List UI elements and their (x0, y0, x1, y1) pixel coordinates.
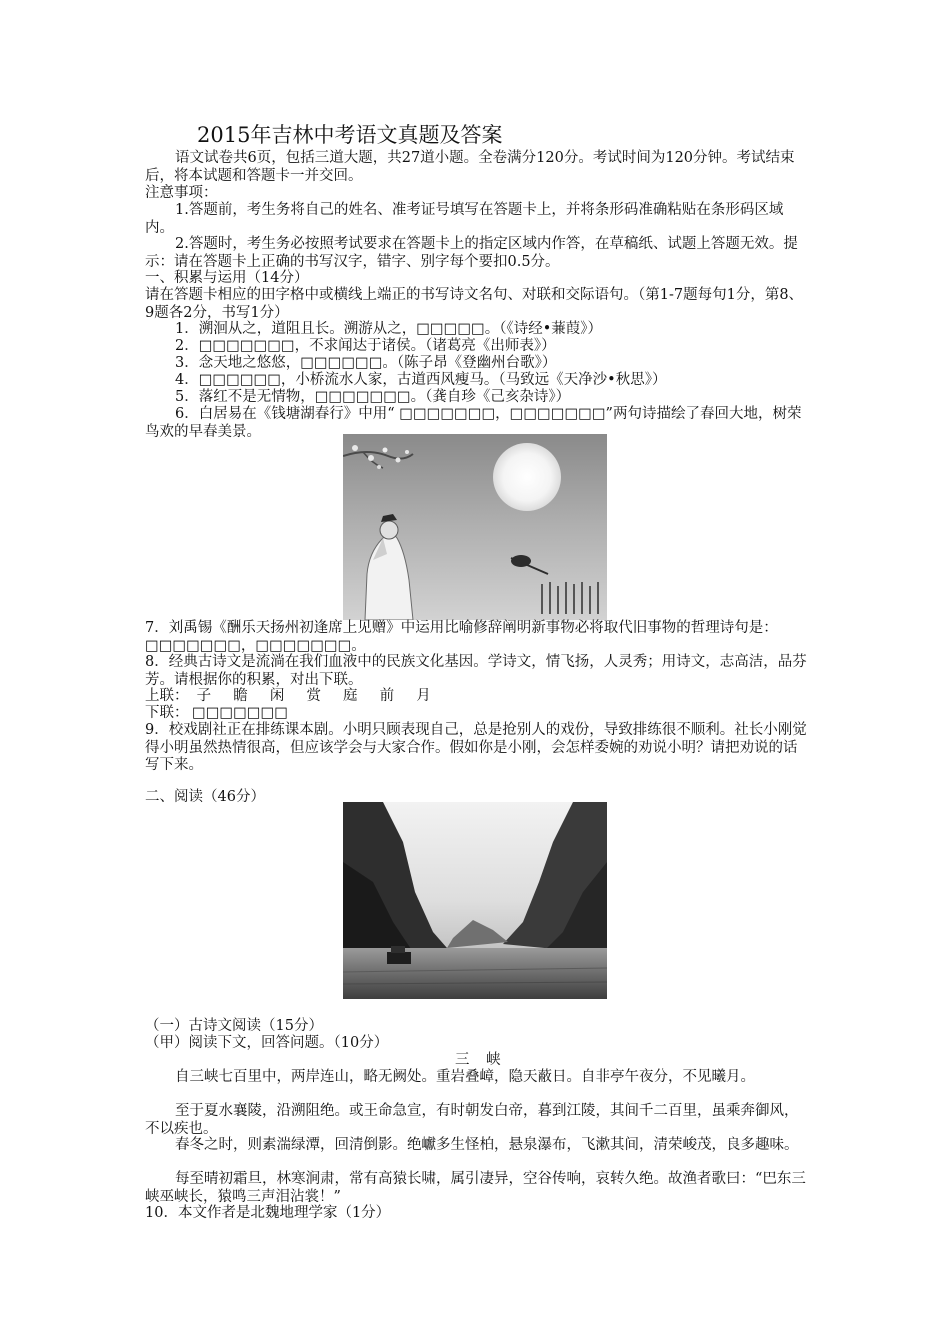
notice-item-2: 2.答题时，考生务必按照考试要求在答题卡上的指定区域内作答，在草稿纸、试题上答题无效。提示：请在答题卡上正确的书写汉字，错字、别字每个要扣0.5分。 (145, 236, 798, 270)
passage-paragraph-3: 春冬之时，则素湍绿潭，回清倒影。绝巘多生怪柏，悬泉瀑布，飞漱其间，清荣峻茂，良多趣味。 (175, 1137, 799, 1153)
three-gorges-photo (343, 802, 607, 999)
section1-instruction: 请在答题卡相应的田字格中或横线上端正的书写诗文名句、对联和交际语句。（第1-7题每句1分，第8、9题各2分，书写1分） (145, 287, 804, 321)
couplet-char: 瞻 (233, 688, 248, 704)
question-10: 10．本文作者是北魏地理学家（1分） (145, 1205, 391, 1221)
couplet-lower-boxes: □□□□□□□ (192, 705, 288, 721)
question-3: 3．念天地之悠悠，□□□□□□。（陈子昂《登幽州台歌》） (175, 355, 557, 371)
question-7: 7．刘禹锡《酬乐天扬州初逢席上见赠》中运用比喻修辞阐明新事物必将取代旧事物的哲理诗句是：□□□□□□□，□□□□□□□。 (145, 620, 778, 654)
passage-paragraph-2: 至于夏水襄陵，沿溯阻绝。或王命急宣，有时朝发白帝，暮到江陵，其间千二百里，虽乘奔御风，不以疾也。 (145, 1103, 799, 1137)
intro-paragraph: 语文试卷共6页，包括三道大题，共27道小题。全卷满分120分。考试时间为120分钟。考试结束后，将本试题和答题卡一并交回。 (145, 150, 795, 184)
subsection1-heading: （一）古诗文阅读（15分） (145, 1018, 323, 1034)
couplet-char: 庭 (343, 688, 358, 704)
notice-heading: 注意事项： (145, 185, 218, 201)
passage-paragraph-1: 自三峡七百里中，两岸连山，略无阙处。重岩叠嶂，隐天蔽日。自非亭午夜分，不见曦月。 (175, 1069, 755, 1085)
document-title: 2015年吉林中考语文真题及答案 (197, 123, 503, 147)
moon-poet-illustration (343, 434, 607, 620)
question-2: 2．□□□□□□□，不求闻达于诸侯。（诸葛亮《出师表》） (175, 338, 556, 354)
couplet-char: 月 (416, 688, 431, 704)
couplet-char: 前 (379, 688, 395, 704)
section1-heading: 一、积累与运用（14分） (145, 270, 309, 286)
couplet-upper (145, 688, 448, 706)
couplet-char: 闲 (269, 688, 285, 704)
question-9: 9．校戏剧社正在排练课本剧。小明只顾表现自己，总是抢别人的戏份，导致排练很不顺利。社长小刚觉得小明虽然热情很高，但应该学会与大家合作。假如你是小刚，会怎样委婉的劝说小明？请把劝说的话写下来。 (145, 722, 807, 773)
question-4: 4．□□□□□□，小桥流水人家，古道西风瘦马。（马致远《天净沙•秋思》） (175, 372, 667, 388)
passage-paragraph-4: 每至晴初霜旦，林寒涧肃，常有高猿长啸，属引凄异，空谷传响，哀转久绝。故渔者歌曰：“巴东三峡巫峡长，猿鸣三声泪沾裳！” (145, 1171, 806, 1205)
section2-heading: 二、阅读（46分） (145, 789, 265, 805)
question-5: 5．落红不是无情物，□□□□□□□。（龚自珍《己亥杂诗》） (175, 389, 571, 405)
couplet-char: 子 (196, 688, 212, 704)
couplet-upper-label: 上联： (145, 688, 189, 704)
question-8: 8．经典古诗文是流淌在我们血液中的民族文化基因。学诗文，情飞扬，人灵秀；用诗文，志高洁，品芬芳。请根据你的积累，对出下联。 (145, 654, 807, 688)
passage-title: 三 峡 (455, 1052, 507, 1068)
question-6: 6．白居易在《钱塘湖春行》中用“ □□□□□□□，□□□□□□□”两句诗描绘了春回大地，树荣鸟欢的早春美景。 (145, 406, 802, 440)
subsection1a-heading: （甲）阅读下文，回答问题。（10分） (145, 1035, 389, 1051)
couplet-lower (145, 705, 288, 723)
couplet-lower-label: 下联： (145, 705, 189, 721)
question-1: 1．溯洄从之，道阻且长。溯游从之，□□□□□。（《诗经•蒹葭》） (175, 321, 603, 337)
couplet-char: 赏 (306, 688, 321, 704)
notice-item-1: 1.答题前，考生务将自己的姓名、准考证号填写在答题卡上，并将条形码准确粘贴在条形码区域内。 (145, 202, 784, 236)
